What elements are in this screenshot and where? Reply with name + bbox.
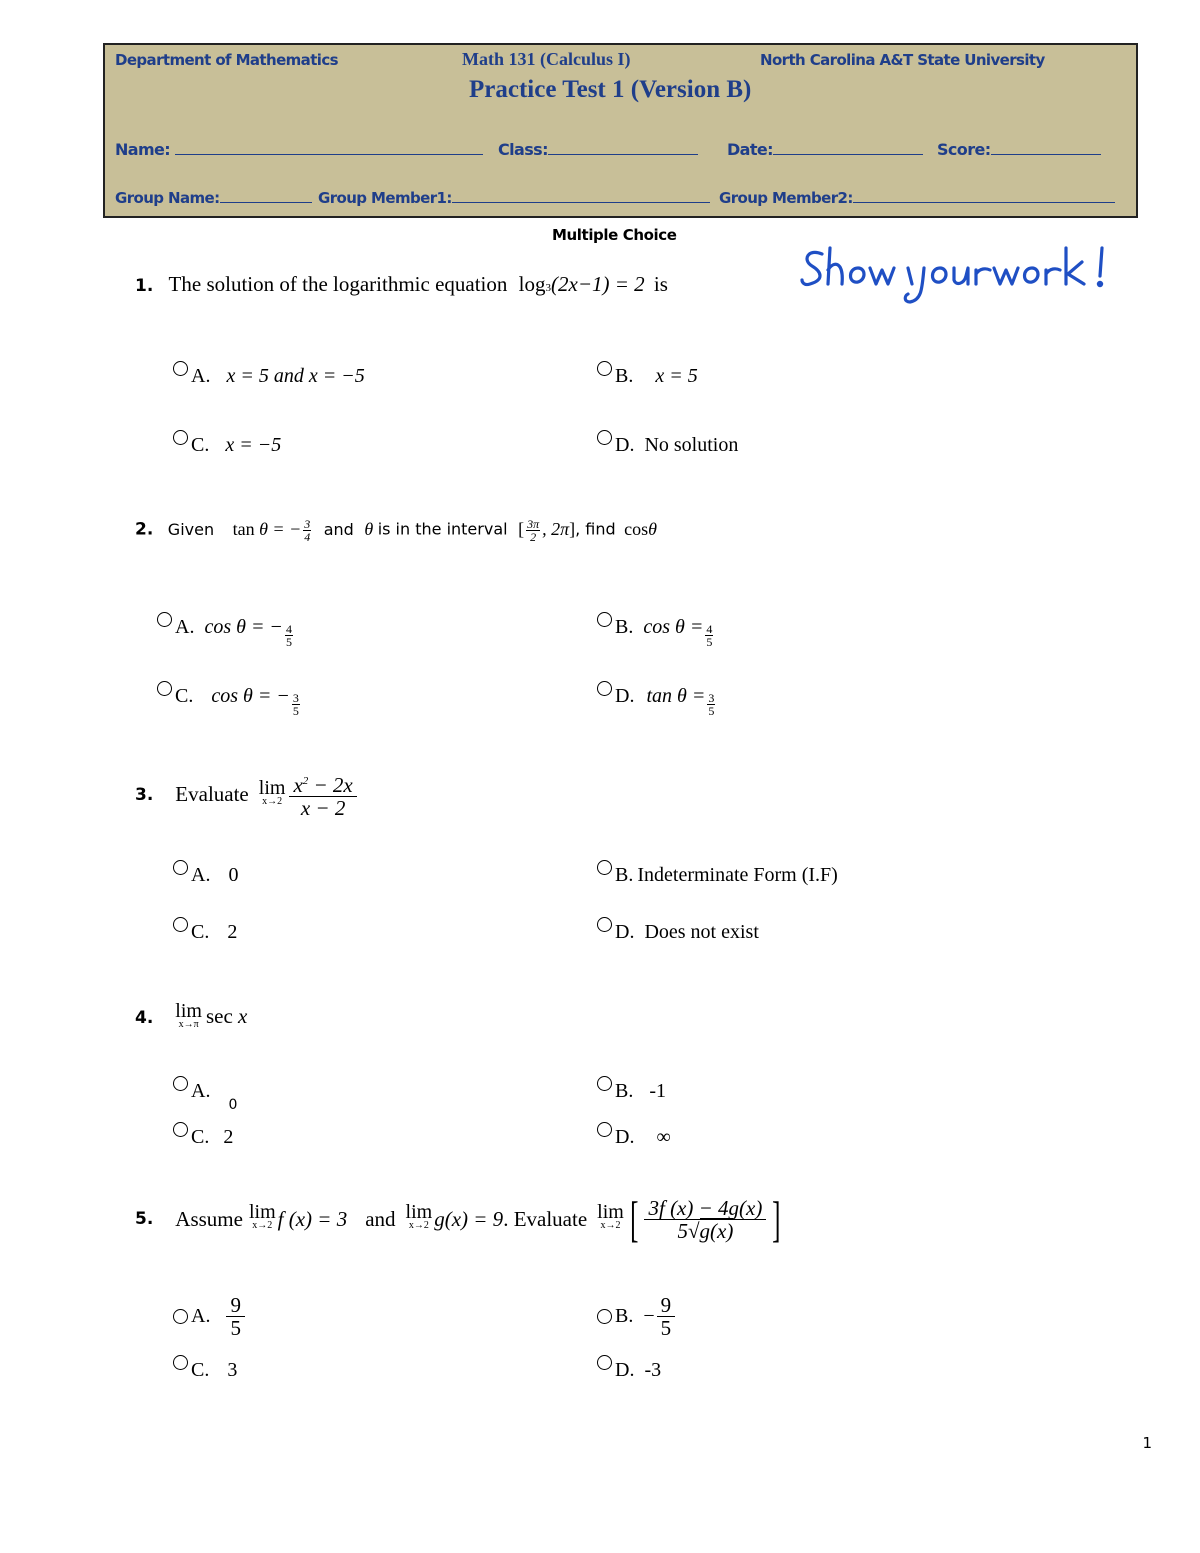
header-box (103, 43, 1138, 218)
radio-button[interactable] (597, 361, 612, 376)
question-number: 5. (135, 1209, 154, 1229)
radio-button[interactable] (597, 860, 612, 875)
radio-button[interactable] (597, 612, 612, 627)
option-1c[interactable]: C. x = −5 (173, 434, 281, 457)
question-2 (135, 518, 657, 543)
class-blank[interactable] (548, 140, 698, 155)
class-label: Class: (498, 140, 548, 159)
radio-button[interactable] (173, 1355, 188, 1370)
option-3c[interactable]: C. 2 (173, 921, 237, 944)
group-member2-label: Group Member2: (719, 189, 853, 207)
assume-label: Assume (175, 1206, 243, 1231)
radio-button[interactable] (173, 430, 188, 445)
group-member2-blank[interactable] (853, 188, 1115, 203)
find-label: , find (575, 519, 616, 539)
group-name-field[interactable] (115, 188, 312, 207)
date-field[interactable] (727, 140, 923, 159)
radio-button[interactable] (597, 681, 612, 696)
class-field[interactable] (498, 140, 698, 159)
evaluate-label: . Evaluate (503, 1206, 588, 1231)
group-name-blank[interactable] (220, 188, 312, 203)
question-5 (135, 1184, 785, 1254)
question-number: 1. (135, 276, 154, 296)
radio-button[interactable] (597, 1122, 612, 1137)
question-suffix: is (653, 272, 668, 296)
question-text: Evaluate (175, 782, 249, 806)
option-5d[interactable]: D. -3 (597, 1359, 661, 1382)
option-4d[interactable]: D. ∞ (597, 1126, 671, 1149)
radio-button[interactable] (173, 1076, 188, 1091)
section-title: Multiple Choice (552, 226, 677, 244)
option-3a[interactable]: A. 0 (173, 864, 238, 887)
course-label: Math 131 (Calculus I) (462, 49, 631, 69)
name-field[interactable] (115, 140, 483, 159)
test-title: Practice Test 1 (Version B) (469, 76, 752, 103)
radio-button[interactable] (173, 1122, 188, 1137)
question-4 (135, 1000, 248, 1032)
radio-button[interactable] (173, 860, 188, 875)
question-number: 2. (135, 519, 154, 540)
option-5a[interactable]: A. $\frac{9}{5}$ (173, 1294, 247, 1339)
radio-button[interactable] (597, 430, 612, 445)
option-4c[interactable]: C. 2 (173, 1126, 233, 1149)
name-blank[interactable] (175, 140, 483, 155)
date-blank[interactable] (773, 140, 923, 155)
option-5b[interactable]: B. − $\frac{9}{5}$ (597, 1294, 677, 1339)
radio-button[interactable] (597, 917, 612, 932)
group-name-label: Group Name: (115, 189, 220, 207)
option-1b[interactable]: B. x = 5 (597, 365, 698, 388)
option-2d[interactable]: D. tan θ = $\frac{3}{5}$ (597, 685, 717, 717)
group-member2-field[interactable] (719, 188, 1115, 207)
score-blank[interactable] (991, 140, 1101, 155)
university-label: North Carolina A&T State University (760, 51, 1045, 69)
radio-button[interactable] (173, 917, 188, 932)
radio-button[interactable] (173, 1309, 188, 1324)
score-label: Score: (937, 140, 991, 159)
limit-expression: lim x→π sec x (175, 1000, 248, 1030)
option-5c[interactable]: C. 3 (173, 1359, 237, 1382)
limit-f: lim x→2 f (x) = 3 (248, 1201, 348, 1231)
question-1 (135, 272, 668, 297)
option-2b[interactable]: B. cos θ = $\frac{4}{5}$ (597, 616, 715, 648)
limit-expression: lim x→2 $\frac{x^2 - 2x}{x - 2}$ (259, 770, 359, 819)
group-member1-label: Group Member1: (318, 189, 452, 207)
log-equation: log3(2x−1) = 2 (518, 272, 645, 296)
given-label: Given (167, 519, 215, 539)
question-number: 3. (135, 784, 154, 805)
radio-button[interactable] (173, 361, 188, 376)
tan-given: tan θ = − $\frac{3}{4}$ (232, 517, 311, 544)
date-label: Date: (727, 140, 773, 159)
radio-button[interactable] (597, 1309, 612, 1324)
radio-button[interactable] (597, 1355, 612, 1370)
limit-g: lim x→2 g(x) = 9 (405, 1201, 504, 1231)
option-2c[interactable]: C. cos θ = − $\frac{3}{5}$ (157, 685, 302, 717)
option-2a[interactable]: A. cos θ = − $\frac{4}{5}$ (157, 616, 295, 648)
radio-button[interactable] (157, 612, 172, 627)
option-3d[interactable]: D. Does not exist (597, 921, 759, 944)
option-3b[interactable]: B. Indeterminate Form (I.F) (597, 864, 838, 887)
option-1d[interactable]: D. No solution (597, 434, 738, 457)
question-number: 4. (135, 1008, 154, 1028)
radio-button[interactable] (157, 681, 172, 696)
option-4a[interactable]: A. 0 (173, 1080, 237, 1103)
handwritten-note (800, 240, 1110, 310)
page-number: 1 (1142, 1434, 1152, 1452)
question-3 (135, 770, 359, 819)
question-text: The solution of the logarithmic equation (168, 272, 508, 296)
radio-button[interactable] (597, 1076, 612, 1091)
option-1a[interactable]: A. x = 5 and x = −5 (173, 365, 365, 388)
interval-label: is in the interval (377, 519, 508, 539)
group-member1-field[interactable] (318, 188, 710, 207)
and-label: and (365, 1206, 396, 1231)
interval: [ $\frac{3\pi}{2}$ , 2π] (518, 517, 576, 544)
department-label: Department of Mathematics (115, 51, 338, 69)
option-4b[interactable]: B. -1 (597, 1080, 666, 1103)
name-label: Name: (115, 140, 171, 159)
cos-target: cosθ (624, 518, 658, 539)
theta-symbol: θ (364, 518, 374, 539)
and-label: and (323, 519, 354, 539)
limit-expression: lim x→2 [ $\frac{3f (x) - 4g(x)}{5√g(x)}$ ] (597, 1191, 781, 1247)
group-member1-blank[interactable] (452, 188, 710, 203)
score-field[interactable] (937, 140, 1101, 159)
